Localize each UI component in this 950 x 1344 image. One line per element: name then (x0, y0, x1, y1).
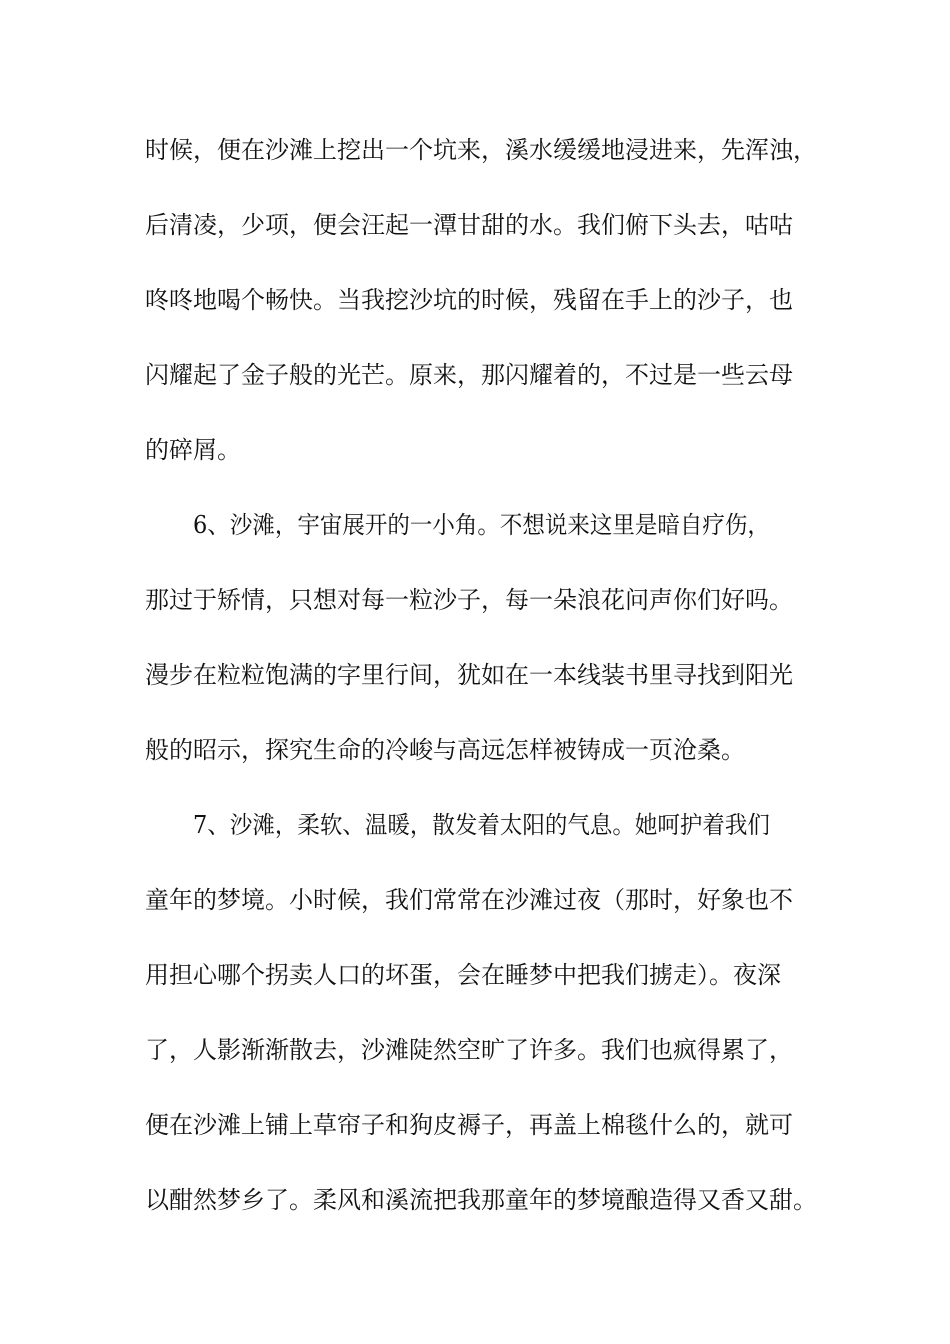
text-line: 咚咚地喝个畅快。当我挖沙坑的时候，残留在手上的沙子，也 (145, 286, 793, 314)
text-line: 以酣然梦乡了。柔风和溪流把我那童年的梦境酿造得又香又甜。 (145, 1186, 817, 1214)
text-line: 童年的梦境。小时候，我们常常在沙滩过夜（那时，好象也不 (145, 886, 793, 914)
text-line: 时候，便在沙滩上挖出一个坑来，溪水缓缓地浸进来，先浑浊， (145, 136, 817, 164)
text-line: 般的昭示，探究生命的冷峻与高远怎样被铸成一页沧桑。 (145, 736, 745, 764)
text-line: 用担心哪个拐卖人口的坏蛋，会在睡梦中把我们掳走）。夜深 (145, 961, 781, 989)
paragraph-7-first-line: 7、沙滩，柔软、温暖，散发着太阳的气息。她呵护着我们 (193, 811, 770, 839)
text-line: 便在沙滩上铺上草帘子和狗皮褥子，再盖上棉毯什么的，就可 (145, 1111, 793, 1139)
text-line: 了，人影渐渐散去，沙滩陡然空旷了许多。我们也疯得累了， (145, 1036, 793, 1064)
text-line: 漫步在粒粒饱满的字里行间，犹如在一本线装书里寻找到阳光 (145, 661, 793, 689)
text-line: 那过于矫情，只想对每一粒沙子，每一朵浪花问声你们好吗。 (145, 586, 793, 614)
text-line: 的碎屑。 (145, 436, 241, 464)
text-line: 闪耀起了金子般的光芒。原来，那闪耀着的，不过是一些云母 (145, 361, 793, 389)
text-line: 后清凌，少项，便会汪起一潭甘甜的水。我们俯下头去，咕咕 (145, 211, 793, 239)
paragraph-6-first-line: 6、沙滩，宇宙展开的一小角。不想说来这里是暗自疗伤， (193, 511, 770, 539)
